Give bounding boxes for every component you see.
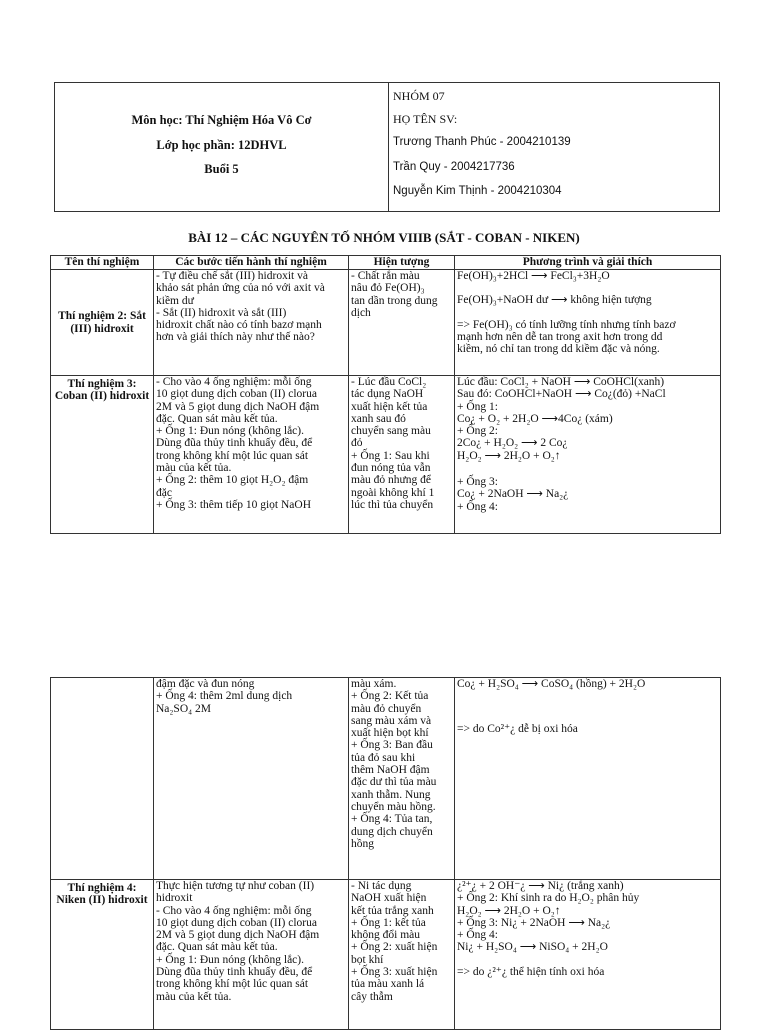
experiment-phenomena: [349, 376, 455, 534]
text-line: + Ống 2: Khí sinh ra do H₂O₂ phân hủy: [457, 892, 640, 905]
text-line: => do ¿²⁺¿ thể hiện tính oxi hóa: [457, 966, 605, 979]
text-line: - Tự điều chế sắt (III) hidroxit và: [156, 270, 308, 282]
table-row: [51, 880, 721, 1030]
text-line: + Ống 1: Đun nóng (không lắc).: [156, 425, 304, 438]
text-line: ngoài không khí 1: [351, 486, 435, 499]
text-line: + Ống 2: Kết tủa: [351, 690, 429, 703]
text-line: tủa đỏ sau khi: [351, 751, 416, 764]
text-line: màu đỏ nhưng để: [351, 474, 432, 487]
text-line: đun nóng tủa vẫn: [351, 462, 431, 475]
text-line: [457, 690, 718, 702]
text-line: - Chất rắn màu: [351, 270, 420, 282]
text-line: 10 giọt dung dịch coban (II) clorua: [156, 916, 317, 929]
text-line: đỏ: [351, 437, 363, 450]
text-line: màu đỏ chuyển: [351, 702, 422, 715]
text-line: sang màu xám và: [351, 714, 432, 727]
experiment-phenomena: [349, 880, 455, 1030]
text-line: Thực hiện tương tự như coban (II): [156, 880, 315, 892]
text-line: cây thẫm: [351, 990, 393, 1003]
text-line: mạnh hơn nên dễ tan trong axit hơn trong dd: [457, 331, 663, 344]
text-line: xuất hiện kết tủa: [351, 400, 428, 413]
text-line: Co¿ + H₂SO₄ ⟶ CoSO₄ (hồng) + 2H₂O: [457, 678, 646, 690]
text-line: 2M và 5 giọt dung dịch NaOH đậm: [156, 400, 320, 413]
text-line: 2Co¿ + H₂O₂ ⟶ 2 Co¿: [457, 437, 568, 450]
experiment-table: [50, 255, 721, 534]
text-line: - Cho vào 4 ống nghiệm: mỗi ống: [156, 376, 312, 388]
experiment-phenomena: [349, 678, 455, 880]
text-line: Ni¿ + H₂SO₄ ⟶ NiSO₄ + 2H₂O: [457, 941, 608, 954]
experiment-equations: [455, 678, 721, 880]
experiment-phenomena: [349, 270, 455, 376]
course-title: Môn học: Thí Nghiệm Hóa Vô Cơ: [131, 113, 312, 127]
text-line: + Ống 3: Ban đầu: [351, 739, 433, 752]
group-label: NHÓM 07: [393, 89, 445, 103]
text-line: 2M và 5 giọt dung dịch NaOH đậm: [156, 929, 320, 942]
text-line: Dùng đũa thủy tinh khuấy đều, để: [156, 966, 313, 979]
column-header: Phương trình và giải thích: [455, 256, 721, 270]
text-line: kiềm dư: [156, 294, 194, 307]
table-row: [51, 376, 721, 534]
text-line: chuyển sang màu: [351, 425, 431, 438]
text-line: Sau đó: CoOHCl+NaOH ⟶ Co¿(đỏ) +NaCl: [457, 388, 666, 401]
experiment-name: Thí nghiệm 4: Niken (II) hidroxit: [51, 880, 154, 1030]
text-line: + Ống 4: Tủa tan,: [351, 813, 433, 826]
text-line: [457, 703, 718, 715]
text-line: - Sắt (II) hidroxit và sắt (III): [156, 306, 287, 319]
text-line: tủa màu xanh lá: [351, 978, 425, 991]
text-line: hồng: [351, 837, 374, 850]
experiment-table-continued: [50, 677, 721, 1030]
table-row: [51, 270, 721, 376]
experiment-steps: [154, 880, 349, 1030]
text-line: + Ống 3:: [457, 476, 498, 489]
text-line: kiềm, nó chỉ tan trong dd kiềm đặc và nóng.: [457, 343, 660, 356]
text-line: nâu đỏ Fe(OH)₃: [351, 282, 425, 295]
experiment-name: Thí nghiệm 3: Coban (II) hidroxit: [51, 376, 154, 534]
text-line: lúc thì tủa chuyển: [351, 498, 434, 511]
text-line: [457, 954, 718, 966]
text-line: xanh thẫm. Nung: [351, 788, 431, 801]
text-line: Fe(OH)₃+2HCl ⟶ FeCl₃+3H₂O: [457, 270, 610, 282]
column-header: Tên thí nghiệm: [51, 256, 154, 270]
table-header-row: [51, 256, 721, 270]
text-line: ¿²⁺¿ + 2 OH⁻¿ ⟶ Ni¿ (trắng xanh): [457, 880, 624, 892]
experiment-equations: [455, 880, 721, 1030]
session-label: Buổi 5: [204, 162, 239, 176]
text-line: Na₂SO₄ 2M: [156, 702, 211, 715]
text-line: hidroxit: [156, 892, 193, 905]
text-line: - Ni tác dụng: [351, 880, 412, 892]
text-line: [457, 307, 718, 319]
text-line: dung dịch chuyển: [351, 825, 433, 838]
text-line: + Ống 2: xuất hiện: [351, 941, 438, 954]
text-line: 10 giọt dung dịch coban (II) clorua: [156, 388, 317, 401]
text-line: hidroxit chất nào có tính bazơ mạnh: [156, 319, 322, 332]
text-line: không đổi màu: [351, 929, 420, 942]
header-box: [54, 82, 720, 212]
text-line: trong không khí một lúc quan sát: [156, 449, 309, 462]
experiment-equations: [455, 270, 721, 376]
header-divider: [388, 83, 389, 211]
column-header: Hiện tượng: [349, 256, 455, 270]
experiment-name: Thí nghiệm 2: Sắt (III) hidroxit: [51, 270, 154, 376]
text-line: bọt khí: [351, 953, 384, 966]
text-line: + Ống 4:: [457, 929, 498, 942]
column-header: Các bước tiến hành thí nghiệm: [154, 256, 349, 270]
text-line: Co¿ + O₂ + 2H₂O ⟶4Co¿ (xám): [457, 412, 613, 425]
text-line: NaOH xuất hiện: [351, 892, 427, 905]
text-line: H₂O₂ ⟶ 2H₂O + O₂↑: [457, 449, 561, 462]
text-line: hơn và giải thích này như thế nào?: [156, 331, 315, 344]
student-name: Trương Thanh Phúc - 2004210139: [393, 136, 571, 148]
text-line: khảo sát phản ứng của nó với axit và: [156, 282, 325, 295]
text-line: - Cho vào 4 ống nghiệm: mỗi ống: [156, 904, 312, 917]
text-line: + Ống 1: kết tủa: [351, 916, 426, 929]
text-line: + Ống 2: thêm 10 giọt H₂O₂ đậm: [156, 474, 309, 487]
experiment-steps: [154, 376, 349, 534]
experiment-name-empty: [51, 678, 154, 880]
text-line: + Ống 4: thêm 2ml dung dịch: [156, 690, 293, 703]
class-section: Lớp học phần: 12DHVL: [156, 138, 287, 152]
text-line: - Lúc đầu CoCl₂: [351, 376, 427, 388]
text-line: chuyển màu hồng.: [351, 800, 436, 813]
text-line: trong không khí một lúc quan sát: [156, 978, 309, 991]
text-line: => Fe(OH)₃ có tính lưỡng tính nhưng tính bazơ: [457, 318, 676, 331]
text-line: + Ống 1:: [457, 400, 498, 413]
text-line: xuất hiện bọt khí: [351, 727, 429, 740]
experiment-steps: [154, 678, 349, 880]
text-line: + Ống 3: xuất hiện: [351, 966, 438, 979]
text-line: Fe(OH)₃+NaOH dư ⟶ không hiện tượng: [457, 294, 652, 307]
text-line: kết tủa trắng xanh: [351, 904, 434, 917]
text-line: Dùng đũa thủy tinh khuấy đều, để: [156, 437, 313, 450]
text-line: Lúc đầu: CoCl₂ + NaOH ⟶ CoOHCl(xanh): [457, 376, 665, 388]
text-line: + Ống 3: Ni¿ + 2NaOH ⟶ Na₂¿: [457, 916, 611, 929]
text-line: màu xám.: [351, 678, 397, 690]
student-name: Nguyễn Kim Thịnh - 2004210304: [393, 185, 562, 197]
text-line: xanh sau đó: [351, 412, 406, 425]
text-line: dịch: [351, 306, 371, 319]
text-line: đặc. Quan sát màu kết tủa.: [156, 412, 278, 425]
page-title: BÀI 12 – CÁC NGUYÊN TỐ NHÓM VIIIB (SẮT - COBAN - NIKEN): [188, 230, 580, 245]
students-label: HỌ TÊN SV:: [393, 112, 458, 126]
text-line: đặc dư thì tủa màu: [351, 776, 437, 789]
student-name: Trần Quy - 2004217736: [393, 161, 515, 173]
text-line: + Ống 4:: [457, 500, 498, 513]
text-line: thêm NaOH đậm: [351, 764, 430, 777]
text-line: H₂O₂ ⟶ 2H₂O + O₂↑: [457, 904, 561, 917]
text-line: màu của kết tủa.: [156, 990, 232, 1003]
table-row: [51, 678, 721, 880]
experiment-steps: [154, 270, 349, 376]
experiment-equations: [455, 376, 721, 534]
text-line: đặc. Quan sát màu kết tủa.: [156, 941, 278, 954]
text-line: + Ống 1: Sau khi: [351, 449, 430, 462]
text-line: tác dụng NaOH: [351, 388, 424, 401]
text-line: => do Co²⁺¿ dễ bị oxi hóa: [457, 722, 578, 735]
text-line: + Ống 3: thêm tiếp 10 giọt NaOH: [156, 498, 312, 511]
text-line: đặc: [156, 486, 172, 499]
text-line: + Ống 2:: [457, 425, 498, 438]
text-line: Co¿ + 2NaOH ⟶ Na₂¿: [457, 488, 569, 501]
text-line: tan dần trong dung: [351, 294, 438, 307]
text-line: màu của kết tủa.: [156, 462, 232, 475]
text-line: đậm đặc và đun nóng: [156, 678, 255, 690]
text-line: + Ống 1: Đun nóng (không lắc).: [156, 953, 304, 966]
